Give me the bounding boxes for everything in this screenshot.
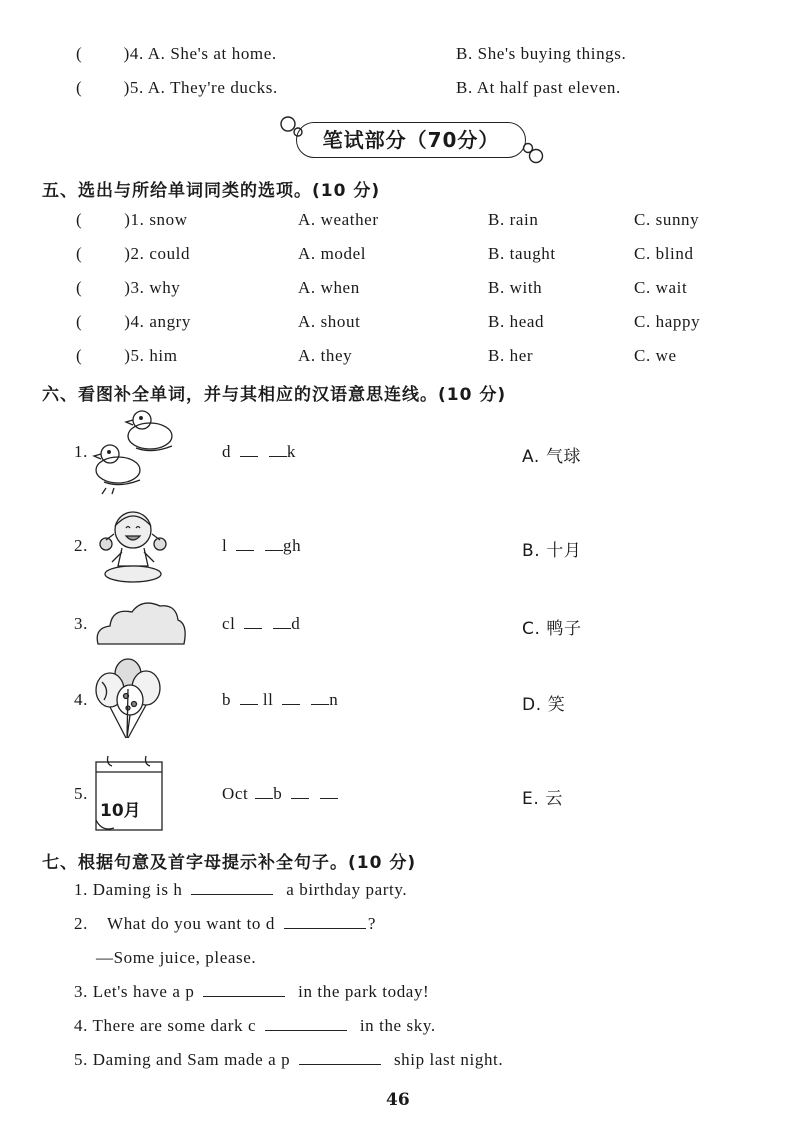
- answer-paren: (: [76, 78, 82, 97]
- s5-q4-a: A. shout: [298, 312, 361, 331]
- s7-s4-start: 4. There are some dark c: [74, 1016, 257, 1035]
- s5-q2-c: C. blind: [634, 244, 694, 263]
- section5-title: 五、选出与所给单词同类的选项。(10 分): [42, 181, 381, 201]
- s6-option-a: A. 气球: [522, 447, 582, 467]
- s7-s3-end: in the park today!: [298, 982, 430, 1001]
- s5-row-1: [76, 210, 188, 230]
- s5-q5-c: C. we: [634, 346, 677, 365]
- s6-option-b: B. 十月: [522, 541, 582, 561]
- s6-word-5-part2: b: [273, 784, 283, 803]
- written-part-banner: 笔试部分（70分）: [296, 122, 526, 158]
- blank-line[interactable]: [244, 614, 262, 629]
- calendar-icon: [94, 752, 166, 834]
- s5-q4-c: C. happy: [634, 312, 701, 331]
- s7-sentence-5: [74, 1050, 503, 1070]
- s6-word-5: [222, 784, 338, 804]
- s6-word-4-part2: ll: [262, 690, 274, 709]
- cloud-icon: [92, 598, 190, 650]
- s6-word-4: [222, 690, 338, 710]
- s5-q2-a: A. model: [298, 244, 367, 263]
- s7-s1-start: 1. Daming is h: [74, 880, 183, 899]
- s6-num-5: 5.: [74, 784, 88, 803]
- s7-sentence-3: [74, 982, 429, 1002]
- s6-word-1: [222, 442, 296, 462]
- s6-num-1: 1.: [74, 442, 88, 461]
- s5-q1: )1. snow: [124, 210, 188, 229]
- s5-q4: )4. angry: [124, 312, 192, 331]
- answer-paren: (: [76, 278, 83, 297]
- s6-word-1-part2: k: [286, 442, 296, 461]
- answer-blank[interactable]: [203, 982, 285, 997]
- blank-line[interactable]: [311, 690, 329, 705]
- s5-q2-b: B. taught: [488, 244, 556, 263]
- blank-line[interactable]: [291, 784, 309, 799]
- section6-title: 六、看图补全单词，并与其相应的汉语意思连线。(10 分): [42, 385, 507, 405]
- blank-line[interactable]: [255, 784, 273, 799]
- s6-word-3-part2: d: [291, 614, 301, 633]
- s5-q3-a: A. when: [298, 278, 360, 297]
- calendar-label: 10月: [100, 801, 141, 821]
- answer-paren: (: [76, 244, 83, 263]
- calendar-frame-icon: [94, 752, 166, 834]
- s6-num-4: 4.: [74, 690, 88, 709]
- s7-s4-end: in the sky.: [359, 1016, 436, 1035]
- answer-blank[interactable]: [265, 1016, 347, 1031]
- s6-num-3: 3.: [74, 614, 88, 633]
- s7-s1-end: a birthday party.: [286, 880, 408, 899]
- s6-word-1-part1: d: [222, 442, 232, 461]
- s5-q5: )5. him: [124, 346, 178, 365]
- s7-s2-start: 2. What do you want to d: [74, 914, 275, 933]
- answer-blank[interactable]: [284, 914, 366, 929]
- top-item-5: [76, 78, 278, 98]
- s5-q5-b: B. her: [488, 346, 534, 365]
- answer-paren: (: [76, 210, 83, 229]
- s7-s2-response: —Some juice, please.: [96, 948, 257, 967]
- top-item-4: [76, 44, 277, 64]
- s7-sentence-4: [74, 1016, 436, 1036]
- answer-blank[interactable]: [299, 1050, 381, 1065]
- s6-word-3: [222, 614, 300, 634]
- s7-s2-end: ?: [367, 914, 376, 933]
- s6-option-c: C. 鸭子: [522, 619, 582, 639]
- page-number: 46: [386, 1090, 410, 1110]
- blank-line[interactable]: [236, 536, 254, 551]
- s5-row-4: [76, 312, 191, 332]
- s6-option-d: D. 笑: [522, 695, 566, 715]
- s7-s5-start: 5. Daming and Sam made a p: [74, 1050, 291, 1069]
- girl-laughing-icon: [92, 504, 174, 588]
- blank-line[interactable]: [240, 690, 258, 705]
- s6-option-e: E. 云: [522, 789, 563, 809]
- s5-row-2: [76, 244, 190, 264]
- s7-s3-start: 3. Let's have a p: [74, 982, 195, 1001]
- s6-word-2: [222, 536, 301, 556]
- s5-q3: )3. why: [124, 278, 181, 297]
- section7-title: 七、根据句意及首字母提示补全句子。(10 分): [42, 853, 417, 873]
- answer-blank[interactable]: [191, 880, 273, 895]
- blank-line[interactable]: [320, 784, 338, 799]
- ducks-icon: [92, 408, 184, 496]
- top-item-5-a: )5. A. They're ducks.: [123, 78, 278, 97]
- s5-q1-a: A. weather: [298, 210, 379, 229]
- top-item-4-a: )4. A. She's at home.: [123, 44, 277, 63]
- s5-q3-c: C. wait: [634, 278, 688, 297]
- top-item-4-b: B. She's buying things.: [456, 44, 627, 63]
- s6-word-2-part1: l: [222, 536, 228, 555]
- answer-paren: (: [76, 44, 82, 63]
- answer-paren: (: [76, 346, 83, 365]
- blank-line[interactable]: [269, 442, 287, 457]
- s5-row-5: [76, 346, 178, 366]
- blank-line[interactable]: [265, 536, 283, 551]
- s6-word-4-part1: b: [222, 690, 232, 709]
- s5-q1-b: B. rain: [488, 210, 539, 229]
- s7-sentence-1: [74, 880, 407, 900]
- s6-word-2-part2: gh: [283, 536, 302, 555]
- s7-s5-end: ship last night.: [393, 1050, 504, 1069]
- blank-line[interactable]: [282, 690, 300, 705]
- blank-line[interactable]: [273, 614, 291, 629]
- s6-num-2: 2.: [74, 536, 88, 555]
- s6-word-5-part1: Oct: [222, 784, 249, 803]
- s6-word-3-part1: cl: [222, 614, 236, 633]
- s5-q5-a: A. they: [298, 346, 353, 365]
- answer-paren: (: [76, 312, 83, 331]
- balloons-icon: [92, 656, 164, 740]
- s5-q4-b: B. head: [488, 312, 545, 331]
- s6-word-4-part3: n: [329, 690, 339, 709]
- blank-line[interactable]: [240, 442, 258, 457]
- s7-sentence-2: [74, 914, 376, 934]
- s5-q3-b: B. with: [488, 278, 543, 297]
- s5-row-3: [76, 278, 180, 298]
- s5-q1-c: C. sunny: [634, 210, 700, 229]
- s5-q2: )2. could: [124, 244, 191, 263]
- top-item-5-b: B. At half past eleven.: [456, 78, 621, 97]
